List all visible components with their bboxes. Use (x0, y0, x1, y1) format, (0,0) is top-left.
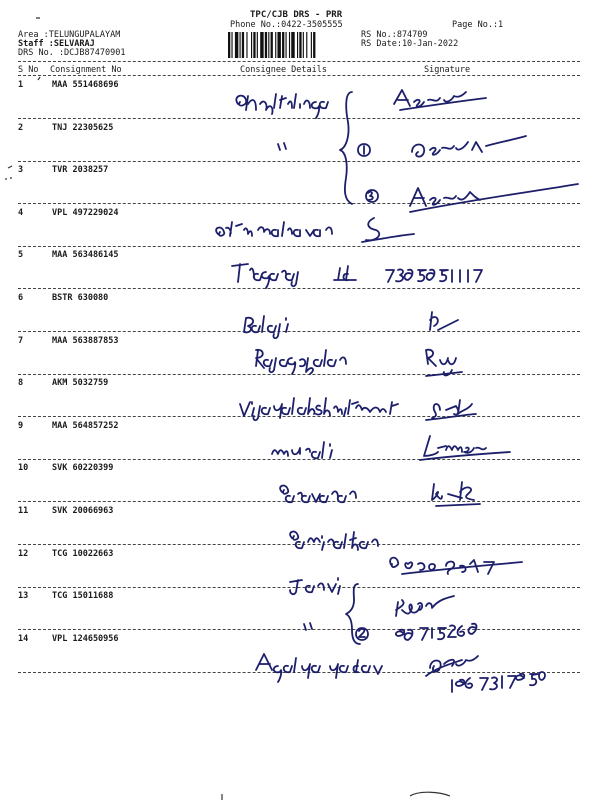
row-consignment-no: MAA 551468696 (52, 80, 119, 90)
staff: Staff :SELVARAJ (18, 39, 95, 49)
row-sno: 6 (18, 293, 24, 303)
row-consignment-no: TCG 15011688 (52, 591, 114, 602)
drs-number: DRS No. :DCJB87470901 (18, 48, 126, 58)
row-consignment-no: MAA 563486145 (52, 250, 119, 261)
row-consignment-no: VPL 497229024 (52, 207, 119, 218)
row-sno: 3 (18, 165, 24, 176)
row-consignment-no: TCG 10022663 (52, 548, 114, 559)
col-consignee: Consignee Details (240, 65, 327, 75)
row-consignment-no: SVK 60220399 (52, 463, 114, 474)
row-consignment-no: MAA 564857252 (52, 420, 119, 431)
row-sno: 2 (18, 122, 24, 133)
row-sno: 13 (18, 591, 29, 602)
col-consignment: Consignment No (50, 65, 122, 75)
row-sno: 11 (18, 506, 29, 516)
phone-number: Phone No.:0422-3505555 (230, 20, 343, 30)
row-consignment-no: TNJ 22305625 (52, 122, 114, 133)
row-sno: 12 (18, 548, 29, 559)
row-sno: 10 (18, 463, 29, 474)
row-sno: 1 (18, 80, 24, 90)
row-consignment-no: SVK 20066963 (52, 506, 114, 516)
row-sno: 7 (18, 335, 24, 346)
row-sno: 5 (18, 250, 24, 261)
area: Area :TELUNGUPALAYAM (18, 30, 121, 40)
row-consignment-no: MAA 563887853 (52, 335, 119, 346)
row-consignment-no: TVR 2038257 (52, 165, 109, 176)
row-sno: 8 (18, 378, 24, 389)
row-consignment-no: AKM 5032759 (52, 378, 109, 389)
row-sno: 4 (18, 207, 24, 218)
col-signature: Signature (424, 65, 471, 75)
row-consignment-no: VPL 124650956 (52, 633, 119, 644)
rs-number: RS No.:874709 (361, 30, 428, 40)
row-consignment-no: BSTR 630080 (52, 293, 109, 303)
rs-date: RS Date:10-Jan-2022 (361, 39, 459, 49)
row-sno: 9 (18, 420, 24, 431)
row-sno: 14 (18, 633, 29, 644)
col-sno: S No (18, 65, 39, 75)
sheet-title: TPC/CJB DRS - PRR (250, 10, 343, 20)
page-number: Page No.:1 (452, 20, 504, 30)
